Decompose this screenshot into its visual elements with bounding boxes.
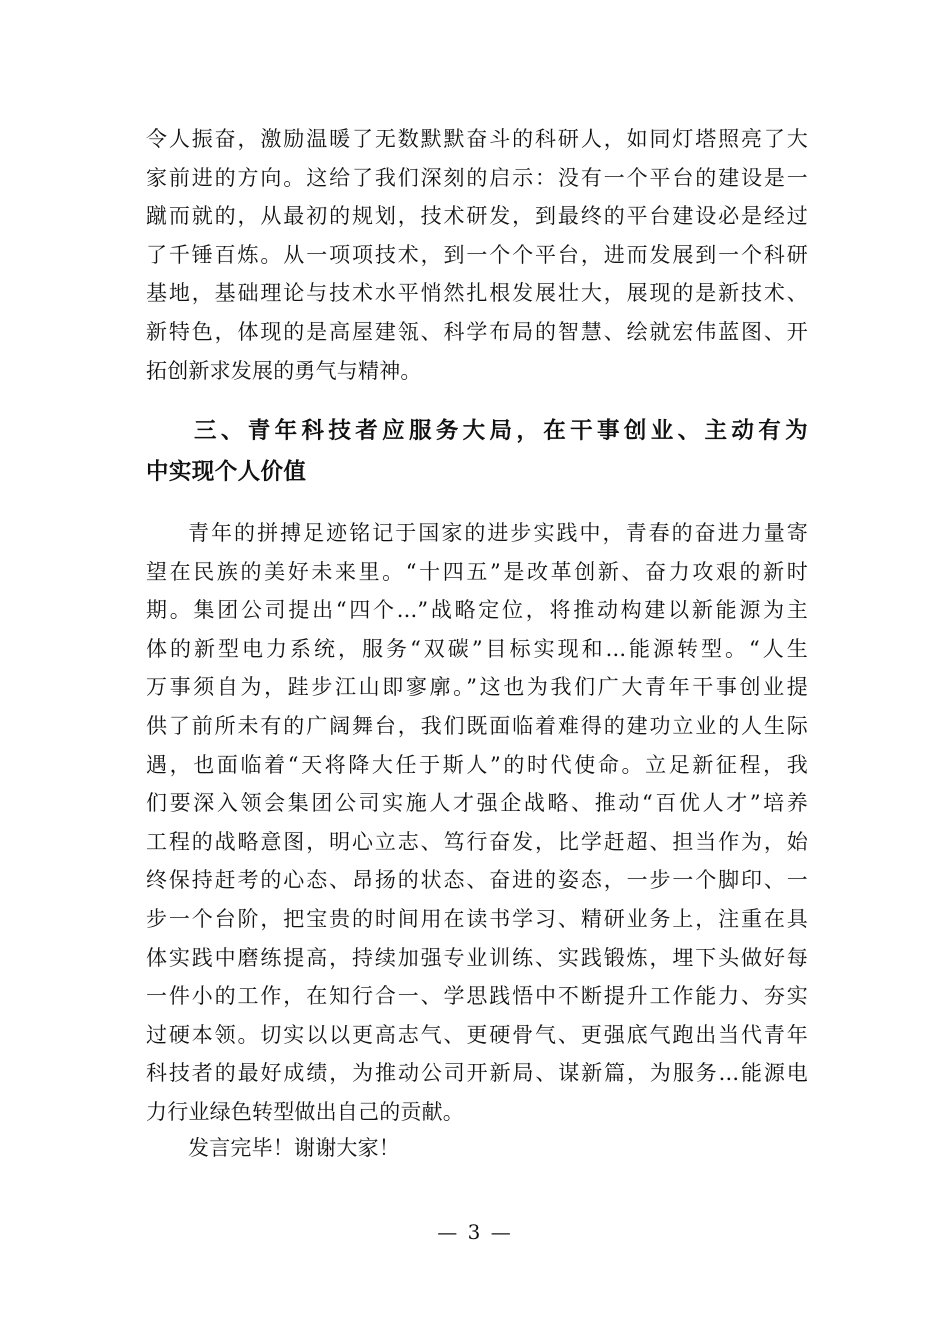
heading-line: 中实现个人价值 xyxy=(146,459,307,485)
paragraph-line: 终保持赶考的心态、昂扬的状态、奋进的姿态，一步一个脚印、一 xyxy=(146,868,808,893)
paragraph-line: 步一个台阶，把宝贵的时间用在读书学习、精研业务上，注重在具 xyxy=(146,906,808,931)
paragraph-1 xyxy=(146,120,808,390)
paragraph-line: 望在民族的美好未来里。“十四五”是改革创新、奋力攻艰的新时 xyxy=(146,559,808,584)
paragraph-line: 蹴而就的，从最初的规划，技术研发，到最终的平台建设必是经过 xyxy=(146,204,808,229)
paragraph-line: 一件小的工作，在知行合一、学思践悟中不断提升工作能力、夯实 xyxy=(146,984,808,1009)
paragraph-line: 们要深入领会集团公司实施人才强企战略、推动“百优人才”培养 xyxy=(146,791,808,816)
closing-remark xyxy=(146,1129,808,1168)
paragraph-line: 基地，基础理论与技术水平悄然扎根发展壮大，展现的是新技术、 xyxy=(146,281,808,306)
paragraph-2 xyxy=(146,514,808,1132)
paragraph-line: 体实践中磨练提高，持续加强专业训练、实践锻炼，埋下头做好每 xyxy=(146,945,808,970)
paragraph-line: 过硬本领。切实以以更高志气、更硬骨气、更强底气跑出当代青年 xyxy=(146,1022,808,1047)
paragraph-line: 体的新型电力系统，服务“双碳”目标实现和...能源转型。“人生 xyxy=(146,636,808,661)
paragraph-line: 家前进的方向。这给了我们深刻的启示：没有一个平台的建设是一 xyxy=(146,165,808,190)
paragraph-line: 力行业绿色转型做出自己的贡献。 xyxy=(146,1099,464,1124)
page-number: — 3 — xyxy=(437,1220,513,1244)
heading-line: 三、青年科技者应服务大局，在干事创业、主动有为 xyxy=(194,418,808,444)
section-heading xyxy=(146,411,808,493)
paragraph-line: 工程的战略意图，明心立志、笃行奋发，比学赶超、担当作为，始 xyxy=(146,829,808,854)
paragraph-line: 期。集团公司提出“四个...”战略定位，将推动构建以新能源为主 xyxy=(146,598,808,623)
paragraph-line: 新特色，体现的是高屋建瓴、科学布局的智慧、绘就宏伟蓝图、开 xyxy=(146,319,808,344)
paragraph-line: 令人振奋，激励温暖了无数默默奋斗的科研人，如同灯塔照亮了大 xyxy=(146,127,808,151)
closing-line: 发言完毕！谢谢大家！ xyxy=(188,1136,400,1160)
paragraph-line: 遇，也面临着“天将降大任于斯人”的时代使命。立足新征程，我 xyxy=(146,752,808,777)
paragraph-line: 拓创新求发展的勇气与精神。 xyxy=(146,358,422,383)
paragraph-line: 供了前所未有的广阔舞台，我们既面临着难得的建功立业的人生际 xyxy=(146,713,808,738)
paragraph-line: 青年的拼搏足迹铭记于国家的进步实践中，青春的奋进力量寄 xyxy=(188,521,808,545)
paragraph-line: 科技者的最好成绩，为推动公司开新局、谋新篇，为服务...能源电 xyxy=(146,1061,808,1086)
paragraph-line: 了千锤百炼。从一项项技术，到一个个平台，进而发展到一个科研 xyxy=(146,242,808,267)
paragraph-line: 万事须自为，跬步江山即寥廓。”这也为我们广大青年干事创业提 xyxy=(146,675,808,700)
